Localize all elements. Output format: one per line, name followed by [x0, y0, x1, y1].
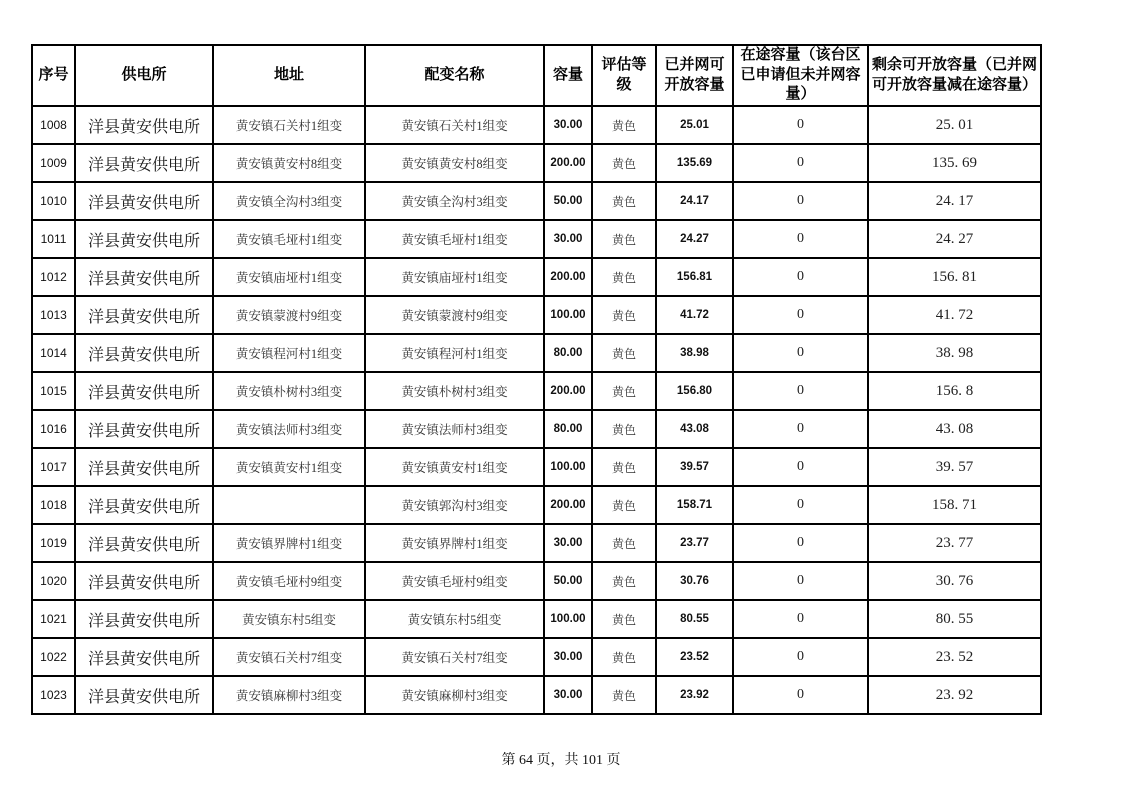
column-header-grade: 评估等级: [592, 45, 656, 106]
cell-capacity: 200.00: [544, 372, 592, 410]
cell-in_transit: 0: [733, 106, 868, 144]
cell-station: 洋县黄安供电所: [75, 600, 213, 638]
cell-grid_open: 80.55: [656, 600, 733, 638]
cell-remaining: 24. 17: [868, 182, 1041, 220]
cell-capacity: 30.00: [544, 524, 592, 562]
cell-grid_open: 23.92: [656, 676, 733, 714]
cell-remaining: 39. 57: [868, 448, 1041, 486]
cell-grid_open: 25.01: [656, 106, 733, 144]
cell-address: 黄安镇全沟村3组变: [213, 182, 365, 220]
cell-capacity: 100.00: [544, 448, 592, 486]
column-header-capacity: 容量: [544, 45, 592, 106]
cell-name: 黄安镇毛垭村9组变: [365, 562, 544, 600]
cell-id: 1021: [32, 600, 75, 638]
cell-id: 1020: [32, 562, 75, 600]
cell-grade: 黄色: [592, 638, 656, 676]
column-header-name: 配变名称: [365, 45, 544, 106]
cell-in_transit: 0: [733, 182, 868, 220]
cell-grid_open: 41.72: [656, 296, 733, 334]
cell-name: 黄安镇郭沟村3组变: [365, 486, 544, 524]
cell-address: 黄安镇界牌村1组变: [213, 524, 365, 562]
cell-name: 黄安镇石关村1组变: [365, 106, 544, 144]
table-header-row: [32, 45, 1041, 106]
table-row: [32, 182, 1041, 220]
cell-in_transit: 0: [733, 676, 868, 714]
cell-name: 黄安镇黄安村1组变: [365, 448, 544, 486]
cell-remaining: 38. 98: [868, 334, 1041, 372]
cell-address: 黄安镇黄安村1组变: [213, 448, 365, 486]
cell-grade: 黄色: [592, 334, 656, 372]
cell-remaining: 23. 52: [868, 638, 1041, 676]
table-row: [32, 638, 1041, 676]
table-row: [32, 524, 1041, 562]
column-header-remaining: 剩余可开放容量（已并网可开放容量减在途容量）: [868, 45, 1041, 106]
cell-capacity: 30.00: [544, 676, 592, 714]
cell-grid_open: 43.08: [656, 410, 733, 448]
cell-grid_open: 38.98: [656, 334, 733, 372]
cell-address: 黄安镇毛垭村1组变: [213, 220, 365, 258]
cell-grid_open: 23.77: [656, 524, 733, 562]
cell-capacity: 80.00: [544, 334, 592, 372]
cell-grade: 黄色: [592, 676, 656, 714]
cell-station: 洋县黄安供电所: [75, 372, 213, 410]
table-row: [32, 676, 1041, 714]
cell-remaining: 25. 01: [868, 106, 1041, 144]
cell-station: 洋县黄安供电所: [75, 258, 213, 296]
cell-capacity: 50.00: [544, 182, 592, 220]
cell-remaining: 43. 08: [868, 410, 1041, 448]
cell-capacity: 200.00: [544, 486, 592, 524]
cell-station: 洋县黄安供电所: [75, 486, 213, 524]
cell-grade: 黄色: [592, 562, 656, 600]
cell-remaining: 156. 8: [868, 372, 1041, 410]
cell-station: 洋县黄安供电所: [75, 410, 213, 448]
cell-in_transit: 0: [733, 334, 868, 372]
cell-address: 黄安镇石关村7组变: [213, 638, 365, 676]
cell-id: 1018: [32, 486, 75, 524]
cell-grade: 黄色: [592, 106, 656, 144]
cell-remaining: 135. 69: [868, 144, 1041, 182]
cell-id: 1010: [32, 182, 75, 220]
cell-address: 黄安镇黄安村8组变: [213, 144, 365, 182]
column-header-grid_open: 已并网可开放容量: [656, 45, 733, 106]
table-row: [32, 372, 1041, 410]
cell-address: 黄安镇麻柳村3组变: [213, 676, 365, 714]
column-header-id: 序号: [32, 45, 75, 106]
cell-id: 1022: [32, 638, 75, 676]
cell-grid_open: 156.81: [656, 258, 733, 296]
cell-grid_open: 24.17: [656, 182, 733, 220]
cell-capacity: 50.00: [544, 562, 592, 600]
cell-station: 洋县黄安供电所: [75, 144, 213, 182]
cell-grid_open: 39.57: [656, 448, 733, 486]
cell-grade: 黄色: [592, 182, 656, 220]
cell-station: 洋县黄安供电所: [75, 524, 213, 562]
cell-station: 洋县黄安供电所: [75, 106, 213, 144]
cell-grade: 黄色: [592, 258, 656, 296]
table-row: [32, 106, 1041, 144]
cell-id: 1014: [32, 334, 75, 372]
column-header-address: 地址: [213, 45, 365, 106]
cell-id: 1011: [32, 220, 75, 258]
table-row: [32, 600, 1041, 638]
cell-grid_open: 23.52: [656, 638, 733, 676]
cell-name: 黄安镇毛垭村1组变: [365, 220, 544, 258]
cell-grid_open: 135.69: [656, 144, 733, 182]
cell-grid_open: 24.27: [656, 220, 733, 258]
cell-station: 洋县黄安供电所: [75, 676, 213, 714]
cell-grade: 黄色: [592, 144, 656, 182]
cell-remaining: 24. 27: [868, 220, 1041, 258]
cell-id: 1009: [32, 144, 75, 182]
cell-remaining: 23. 77: [868, 524, 1041, 562]
cell-remaining: 30. 76: [868, 562, 1041, 600]
cell-id: 1023: [32, 676, 75, 714]
cell-capacity: 100.00: [544, 296, 592, 334]
cell-name: 黄安镇程河村1组变: [365, 334, 544, 372]
cell-id: 1013: [32, 296, 75, 334]
table-row: [32, 258, 1041, 296]
cell-name: 黄安镇庙垭村1组变: [365, 258, 544, 296]
cell-name: 黄安镇黄安村8组变: [365, 144, 544, 182]
cell-address: [213, 486, 365, 524]
cell-station: 洋县黄安供电所: [75, 638, 213, 676]
table-row: [32, 448, 1041, 486]
cell-in_transit: 0: [733, 524, 868, 562]
cell-capacity: 200.00: [544, 144, 592, 182]
cell-capacity: 200.00: [544, 258, 592, 296]
cell-in_transit: 0: [733, 220, 868, 258]
cell-grade: 黄色: [592, 220, 656, 258]
cell-remaining: 156. 81: [868, 258, 1041, 296]
cell-in_transit: 0: [733, 638, 868, 676]
cell-name: 黄安镇法师村3组变: [365, 410, 544, 448]
cell-in_transit: 0: [733, 562, 868, 600]
cell-station: 洋县黄安供电所: [75, 182, 213, 220]
cell-remaining: 23. 92: [868, 676, 1041, 714]
cell-grade: 黄色: [592, 486, 656, 524]
cell-address: 黄安镇程河村1组变: [213, 334, 365, 372]
cell-grid_open: 158.71: [656, 486, 733, 524]
cell-name: 黄安镇全沟村3组变: [365, 182, 544, 220]
table-row: [32, 296, 1041, 334]
table-row: [32, 486, 1041, 524]
cell-name: 黄安镇蒙渡村9组变: [365, 296, 544, 334]
cell-grade: 黄色: [592, 410, 656, 448]
cell-in_transit: 0: [733, 486, 868, 524]
cell-remaining: 158. 71: [868, 486, 1041, 524]
cell-grade: 黄色: [592, 448, 656, 486]
cell-grade: 黄色: [592, 296, 656, 334]
cell-in_transit: 0: [733, 296, 868, 334]
cell-capacity: 100.00: [544, 600, 592, 638]
cell-id: 1012: [32, 258, 75, 296]
cell-name: 黄安镇朴树村3组变: [365, 372, 544, 410]
cell-capacity: 30.00: [544, 638, 592, 676]
cell-address: 黄安镇朴树村3组变: [213, 372, 365, 410]
cell-in_transit: 0: [733, 144, 868, 182]
table-row: [32, 220, 1041, 258]
column-header-in_transit: 在途容量（该台区已申请但未并网容量）: [733, 45, 868, 106]
cell-address: 黄安镇法师村3组变: [213, 410, 365, 448]
table-row: [32, 562, 1041, 600]
cell-grid_open: 30.76: [656, 562, 733, 600]
cell-name: 黄安镇石关村7组变: [365, 638, 544, 676]
page-number-footer: 第 64 页，共 101 页: [501, 753, 621, 768]
cell-station: 洋县黄安供电所: [75, 562, 213, 600]
cell-address: 黄安镇石关村1组变: [213, 106, 365, 144]
cell-id: 1017: [32, 448, 75, 486]
cell-id: 1008: [32, 106, 75, 144]
cell-capacity: 30.00: [544, 106, 592, 144]
cell-address: 黄安镇蒙渡村9组变: [213, 296, 365, 334]
cell-id: 1015: [32, 372, 75, 410]
cell-grade: 黄色: [592, 600, 656, 638]
cell-in_transit: 0: [733, 600, 868, 638]
cell-remaining: 41. 72: [868, 296, 1041, 334]
cell-name: 黄安镇东村5组变: [365, 600, 544, 638]
cell-in_transit: 0: [733, 372, 868, 410]
cell-station: 洋县黄安供电所: [75, 220, 213, 258]
cell-remaining: 80. 55: [868, 600, 1041, 638]
table-row: [32, 410, 1041, 448]
cell-in_transit: 0: [733, 410, 868, 448]
cell-id: 1016: [32, 410, 75, 448]
table-row: [32, 334, 1041, 372]
cell-address: 黄安镇庙垭村1组变: [213, 258, 365, 296]
cell-address: 黄安镇东村5组变: [213, 600, 365, 638]
cell-capacity: 80.00: [544, 410, 592, 448]
capacity-table: [31, 44, 1042, 715]
cell-grade: 黄色: [592, 524, 656, 562]
cell-address: 黄安镇毛垭村9组变: [213, 562, 365, 600]
cell-in_transit: 0: [733, 258, 868, 296]
cell-id: 1019: [32, 524, 75, 562]
cell-station: 洋县黄安供电所: [75, 334, 213, 372]
cell-name: 黄安镇界牌村1组变: [365, 524, 544, 562]
cell-grade: 黄色: [592, 372, 656, 410]
table-row: [32, 144, 1041, 182]
cell-name: 黄安镇麻柳村3组变: [365, 676, 544, 714]
cell-grid_open: 156.80: [656, 372, 733, 410]
cell-in_transit: 0: [733, 448, 868, 486]
cell-capacity: 30.00: [544, 220, 592, 258]
cell-station: 洋县黄安供电所: [75, 296, 213, 334]
cell-station: 洋县黄安供电所: [75, 448, 213, 486]
column-header-station: 供电所: [75, 45, 213, 106]
table-body: [32, 106, 1041, 714]
